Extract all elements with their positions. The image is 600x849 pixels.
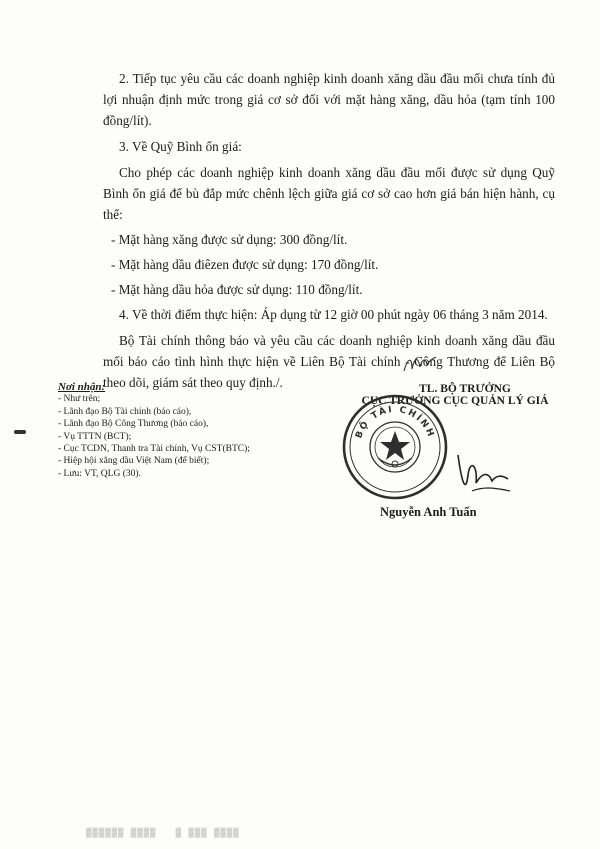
- margin-mark: [14, 430, 26, 434]
- recipient-item: - Hiệp hội xăng dầu Việt Nam (để biết);: [58, 456, 210, 467]
- recipients-block: [58, 381, 348, 480]
- recipient-item: - Như trên;: [58, 394, 101, 405]
- list-item-kerosene: - Mặt hàng dầu hỏa được sử dụng: 110 đồng/lít.: [111, 282, 363, 297]
- body-text: [103, 68, 555, 393]
- scan-footer-mark: ▓▓▓▓▓▓ ▓▓▓▓ ▓ ▓▓▓ ▓▓▓▓: [86, 828, 240, 838]
- signer-name: Nguyễn Anh Tuấn: [380, 505, 477, 519]
- recipient-item: - Cục TCDN, Thanh tra Tài chính, Vụ CST(BTC);: [58, 444, 250, 455]
- recipient-item: - Vụ TTTN (BCT);: [58, 431, 132, 442]
- signature-title-line1: TL. BỘ TRƯỞNG: [419, 383, 511, 395]
- recipients-heading: Nơi nhận:: [58, 381, 106, 393]
- list-item-diesel: - Mặt hàng dầu điêzen được sử dụng: 170 đồng/lít.: [111, 257, 379, 272]
- handwritten-signature: [448, 445, 518, 500]
- recipient-item: - Lưu: VT, QLG (30).: [58, 468, 141, 479]
- paragraph-item-3-heading: 3. Về Quỹ Bình ổn giá:: [119, 139, 242, 154]
- official-seal-icon: [340, 392, 450, 502]
- signature-title-line2: CỤC TRƯỞNG CỤC QUẢN LÝ GIÁ: [361, 395, 549, 407]
- paragraph-fund-usage: Cho phép các doanh nghiệp kinh doanh xăng dầu đầu mối được sử dụng Quỹ Bình ổn giá để bù đắp mức chênh lệch giữa giá cơ sở cao hơn giá bán hiện hành, cụ thể:: [103, 165, 555, 222]
- recipient-item: - Lãnh đạo Bộ Tài chính (báo cáo),: [58, 406, 192, 417]
- paragraph-closing: Bộ Tài chính thông báo và yêu cầu các doanh nghiệp kinh doanh xăng dầu đầu mối báo cáo tình hình thực hiện về Liên Bộ Tài chính - Công Thương để Liên Bộ theo dõi, giám sát theo quy định./.: [103, 333, 555, 390]
- list-item-gasoline: - Mặt hàng xăng được sử dụng: 300 đồng/lít.: [111, 232, 348, 247]
- initials-scribble: [400, 351, 440, 377]
- svg-text:BỘ TÀI CHÍNH: BỘ TÀI CHÍNH: [354, 404, 436, 440]
- paragraph-item-4: 4. Về thời điểm thực hiện: Áp dụng từ 12 giờ 00 phút ngày 06 tháng 3 năm 2014.: [119, 307, 548, 322]
- recipient-item: - Lãnh đạo Bộ Công Thương (báo cáo),: [58, 419, 209, 430]
- paragraph-item-2: 2. Tiếp tục yêu cầu các doanh nghiệp kinh doanh xăng dầu đầu mối chưa tính đủ lợi nhuận định mức trong giá cơ sở đối với mặt hàng xăng, dầu hỏa (tạm tính 100 đồng/lít).: [103, 71, 555, 128]
